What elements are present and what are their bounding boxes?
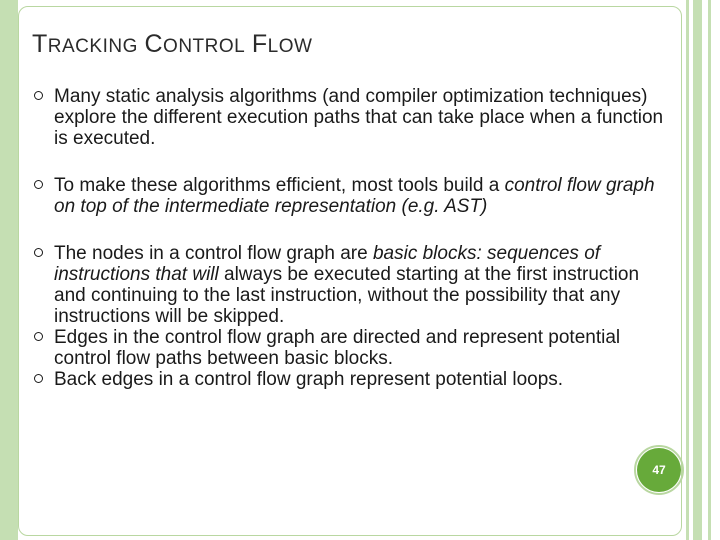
bullet-text: The nodes in a control flow graph are [54, 243, 373, 264]
bullet-text-italic: control flow graph on top of the intermediate representation (e.g. AST) [54, 175, 655, 217]
slide-frame-right-stripe [708, 0, 711, 540]
slide-title: TRACKING CONTROL FLOW [32, 30, 313, 58]
bullet-item [34, 86, 664, 149]
slide-frame-right-stripe [686, 0, 689, 540]
bullet-text: Many static analysis algorithms (and compiler optimization techniques) explore the different execution paths that can take place when a function is executed. [54, 86, 664, 149]
bullet-circle-icon [34, 91, 43, 100]
bullet-text: To make these algorithms efficient, most tools build a [54, 175, 505, 196]
bullet-item [34, 175, 664, 217]
bullet-item [34, 243, 664, 327]
bullet-text: Back edges in a control flow graph represent potential loops. [54, 369, 564, 390]
page-number: 47 [637, 448, 681, 492]
bullet-circle-icon [34, 374, 43, 383]
bullet-text: always be executed starting at the first instruction and continuing to the last instruction, without the possibility that any instructions will be skipped. [54, 264, 640, 327]
bullet-item [34, 369, 664, 390]
bullet-circle-icon [34, 332, 43, 341]
bullet-circle-icon [34, 180, 43, 189]
bullet-circle-icon [34, 248, 43, 257]
bullet-list [34, 86, 664, 390]
slide-frame-left [0, 0, 18, 540]
bullet-text-italic: basic blocks: sequences of instructions that will [54, 243, 601, 285]
bullet-text: Edges in the control flow graph are directed and represent potential control flow paths between basic blocks. [54, 327, 621, 369]
slide-frame-right-stripe [693, 0, 702, 540]
bullet-item [34, 327, 664, 369]
